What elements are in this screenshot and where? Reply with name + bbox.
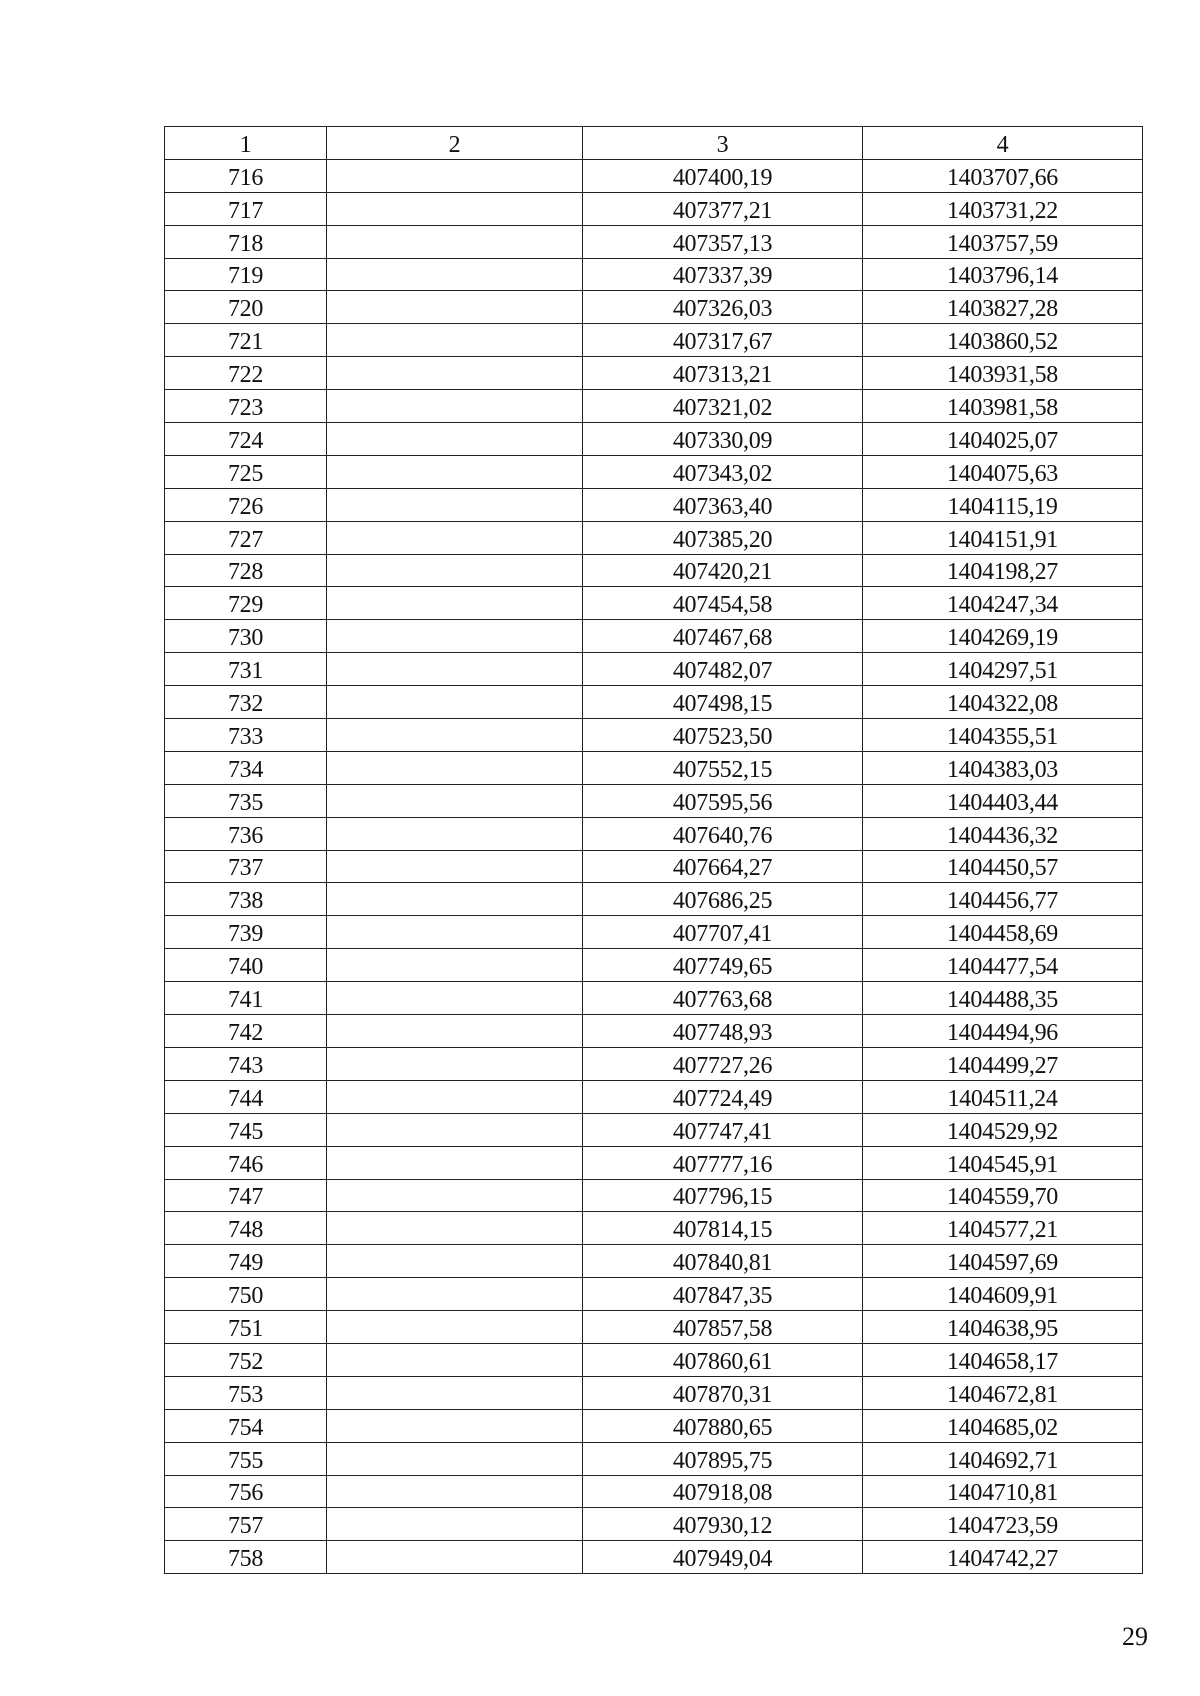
point-number-cell: 721	[165, 324, 327, 357]
point-number-cell: 757	[165, 1508, 327, 1541]
coordinate-x-cell: 407860,61	[583, 1343, 863, 1376]
empty-cell	[327, 1541, 583, 1574]
point-number-cell: 723	[165, 390, 327, 423]
coordinate-y-cell: 1404494,96	[863, 1015, 1143, 1048]
coordinate-x-cell: 407814,15	[583, 1212, 863, 1245]
coordinate-y-cell: 1403707,66	[863, 159, 1143, 192]
table-row	[165, 1080, 1143, 1113]
table-row	[165, 620, 1143, 653]
coordinate-y-cell: 1404545,91	[863, 1146, 1143, 1179]
coordinate-y-cell: 1404383,03	[863, 751, 1143, 784]
point-number-cell: 725	[165, 455, 327, 488]
table-row	[165, 1343, 1143, 1376]
point-number-cell: 743	[165, 1047, 327, 1080]
table-row	[165, 1475, 1143, 1508]
coordinate-y-cell: 1404151,91	[863, 521, 1143, 554]
coordinate-y-cell: 1403827,28	[863, 291, 1143, 324]
coordinates-table	[164, 126, 1143, 1574]
coordinate-x-cell: 407317,67	[583, 324, 863, 357]
empty-cell	[327, 423, 583, 456]
coordinate-y-cell: 1403931,58	[863, 357, 1143, 390]
empty-cell	[327, 554, 583, 587]
table-row	[165, 850, 1143, 883]
coordinate-y-cell: 1404115,19	[863, 488, 1143, 521]
table-row	[165, 1508, 1143, 1541]
empty-cell	[327, 949, 583, 982]
table-row	[165, 1541, 1143, 1574]
table-row	[165, 357, 1143, 390]
table-row	[165, 1311, 1143, 1344]
empty-cell	[327, 1080, 583, 1113]
point-number-cell: 735	[165, 784, 327, 817]
coordinate-x-cell: 407321,02	[583, 390, 863, 423]
table-row	[165, 192, 1143, 225]
coordinate-x-cell: 407895,75	[583, 1442, 863, 1475]
point-number-cell: 749	[165, 1245, 327, 1278]
point-number-cell: 744	[165, 1080, 327, 1113]
coordinate-y-cell: 1404692,71	[863, 1442, 1143, 1475]
coordinate-y-cell: 1404403,44	[863, 784, 1143, 817]
point-number-cell: 736	[165, 817, 327, 850]
coordinate-y-cell: 1404529,92	[863, 1113, 1143, 1146]
point-number-cell: 720	[165, 291, 327, 324]
point-number-cell: 738	[165, 883, 327, 916]
coordinate-y-cell: 1404025,07	[863, 423, 1143, 456]
table-row	[165, 423, 1143, 456]
coordinate-x-cell: 407595,56	[583, 784, 863, 817]
empty-cell	[327, 1245, 583, 1278]
coordinate-x-cell: 407330,09	[583, 423, 863, 456]
point-number-cell: 727	[165, 521, 327, 554]
empty-cell	[327, 1508, 583, 1541]
coordinate-y-cell: 1404477,54	[863, 949, 1143, 982]
coordinate-x-cell: 407498,15	[583, 686, 863, 719]
table-row	[165, 1179, 1143, 1212]
table-row	[165, 159, 1143, 192]
point-number-cell: 748	[165, 1212, 327, 1245]
point-number-cell: 728	[165, 554, 327, 587]
empty-cell	[327, 883, 583, 916]
empty-cell	[327, 1212, 583, 1245]
table-row	[165, 719, 1143, 752]
empty-cell	[327, 324, 583, 357]
empty-cell	[327, 850, 583, 883]
empty-cell	[327, 455, 583, 488]
coordinate-x-cell: 407313,21	[583, 357, 863, 390]
point-number-cell: 732	[165, 686, 327, 719]
coordinate-x-cell: 407326,03	[583, 291, 863, 324]
empty-cell	[327, 1113, 583, 1146]
table-row	[165, 784, 1143, 817]
coordinate-y-cell: 1404559,70	[863, 1179, 1143, 1212]
table-row	[165, 291, 1143, 324]
point-number-cell: 731	[165, 653, 327, 686]
coordinate-x-cell: 407857,58	[583, 1311, 863, 1344]
coordinate-x-cell: 407640,76	[583, 817, 863, 850]
coordinate-x-cell: 407686,25	[583, 883, 863, 916]
coordinate-y-cell: 1403860,52	[863, 324, 1143, 357]
coordinate-y-cell: 1404511,24	[863, 1080, 1143, 1113]
coordinate-y-cell: 1404450,57	[863, 850, 1143, 883]
coordinate-y-cell: 1403731,22	[863, 192, 1143, 225]
table-row	[165, 554, 1143, 587]
table-row	[165, 653, 1143, 686]
coordinate-y-cell: 1404499,27	[863, 1047, 1143, 1080]
empty-cell	[327, 258, 583, 291]
empty-cell	[327, 1015, 583, 1048]
empty-cell	[327, 1475, 583, 1508]
empty-cell	[327, 1146, 583, 1179]
coordinate-x-cell: 407840,81	[583, 1245, 863, 1278]
table-row	[165, 488, 1143, 521]
empty-cell	[327, 751, 583, 784]
coordinate-x-cell: 407707,41	[583, 916, 863, 949]
coordinate-x-cell: 407796,15	[583, 1179, 863, 1212]
point-number-cell: 750	[165, 1278, 327, 1311]
coordinate-x-cell: 407847,35	[583, 1278, 863, 1311]
point-number-cell: 719	[165, 258, 327, 291]
coordinate-x-cell: 407343,02	[583, 455, 863, 488]
table-row	[165, 883, 1143, 916]
coordinate-y-cell: 1404685,02	[863, 1409, 1143, 1442]
point-number-cell: 739	[165, 916, 327, 949]
table-row	[165, 1278, 1143, 1311]
coordinate-y-cell: 1404597,69	[863, 1245, 1143, 1278]
coordinate-x-cell: 407724,49	[583, 1080, 863, 1113]
point-number-cell: 752	[165, 1343, 327, 1376]
point-number-cell: 722	[165, 357, 327, 390]
point-number-cell: 746	[165, 1146, 327, 1179]
table-row	[165, 1245, 1143, 1278]
coordinate-x-cell: 407377,21	[583, 192, 863, 225]
empty-cell	[327, 390, 583, 423]
table-row	[165, 949, 1143, 982]
coordinate-y-cell: 1404436,32	[863, 817, 1143, 850]
page-number: 29	[1122, 1622, 1148, 1651]
point-number-cell: 741	[165, 982, 327, 1015]
coordinate-y-cell: 1404609,91	[863, 1278, 1143, 1311]
table-row	[165, 390, 1143, 423]
point-number-cell: 753	[165, 1376, 327, 1409]
table-row	[165, 1146, 1143, 1179]
coordinate-y-cell: 1404638,95	[863, 1311, 1143, 1344]
point-number-cell: 755	[165, 1442, 327, 1475]
empty-cell	[327, 1376, 583, 1409]
point-number-cell: 742	[165, 1015, 327, 1048]
empty-cell	[327, 1179, 583, 1212]
coordinate-x-cell: 407467,68	[583, 620, 863, 653]
point-number-cell: 745	[165, 1113, 327, 1146]
coordinate-y-cell: 1404297,51	[863, 653, 1143, 686]
point-number-cell: 756	[165, 1475, 327, 1508]
empty-cell	[327, 159, 583, 192]
empty-cell	[327, 1442, 583, 1475]
header-row	[165, 127, 1143, 160]
empty-cell	[327, 686, 583, 719]
coordinate-y-cell: 1404723,59	[863, 1508, 1143, 1541]
coordinate-x-cell: 407664,27	[583, 850, 863, 883]
coordinate-y-cell: 1403981,58	[863, 390, 1143, 423]
empty-cell	[327, 784, 583, 817]
empty-cell	[327, 192, 583, 225]
empty-cell	[327, 1343, 583, 1376]
coordinate-x-cell: 407454,58	[583, 587, 863, 620]
coordinate-y-cell: 1404710,81	[863, 1475, 1143, 1508]
empty-cell	[327, 1409, 583, 1442]
table-row	[165, 1015, 1143, 1048]
coordinate-y-cell: 1404075,63	[863, 455, 1143, 488]
coordinate-y-cell: 1404577,21	[863, 1212, 1143, 1245]
coordinate-y-cell: 1403796,14	[863, 258, 1143, 291]
table-row	[165, 324, 1143, 357]
point-number-cell: 740	[165, 949, 327, 982]
table-row	[165, 817, 1143, 850]
coordinate-y-cell: 1404488,35	[863, 982, 1143, 1015]
table-row	[165, 982, 1143, 1015]
empty-cell	[327, 982, 583, 1015]
point-number-cell: 754	[165, 1409, 327, 1442]
coordinate-y-cell: 1404672,81	[863, 1376, 1143, 1409]
coordinate-x-cell: 407880,65	[583, 1409, 863, 1442]
header-col-2: 2	[327, 127, 583, 160]
coordinate-y-cell: 1404458,69	[863, 916, 1143, 949]
empty-cell	[327, 817, 583, 850]
coordinate-y-cell: 1404269,19	[863, 620, 1143, 653]
coordinate-y-cell: 1403757,59	[863, 225, 1143, 258]
empty-cell	[327, 1047, 583, 1080]
empty-cell	[327, 653, 583, 686]
point-number-cell: 737	[165, 850, 327, 883]
coordinate-y-cell: 1404456,77	[863, 883, 1143, 916]
coordinate-x-cell: 407363,40	[583, 488, 863, 521]
header-col-1: 1	[165, 127, 327, 160]
point-number-cell: 730	[165, 620, 327, 653]
table-row	[165, 1047, 1143, 1080]
empty-cell	[327, 521, 583, 554]
table-row	[165, 258, 1143, 291]
coordinate-y-cell: 1404198,27	[863, 554, 1143, 587]
coordinate-x-cell: 407747,41	[583, 1113, 863, 1146]
coordinate-y-cell: 1404658,17	[863, 1343, 1143, 1376]
coordinate-x-cell: 407337,39	[583, 258, 863, 291]
coordinate-x-cell: 407918,08	[583, 1475, 863, 1508]
header-col-3: 3	[583, 127, 863, 160]
coordinate-x-cell: 407763,68	[583, 982, 863, 1015]
coordinate-x-cell: 407727,26	[583, 1047, 863, 1080]
table-row	[165, 521, 1143, 554]
coordinate-x-cell: 407777,16	[583, 1146, 863, 1179]
point-number-cell: 734	[165, 751, 327, 784]
empty-cell	[327, 587, 583, 620]
empty-cell	[327, 488, 583, 521]
empty-cell	[327, 1311, 583, 1344]
point-number-cell: 716	[165, 159, 327, 192]
table-row	[165, 587, 1143, 620]
table-row	[165, 1212, 1143, 1245]
coordinate-x-cell: 407420,21	[583, 554, 863, 587]
coordinate-x-cell: 407949,04	[583, 1541, 863, 1574]
empty-cell	[327, 291, 583, 324]
table-row	[165, 916, 1143, 949]
empty-cell	[327, 719, 583, 752]
coordinate-x-cell: 407748,93	[583, 1015, 863, 1048]
table-body	[165, 159, 1143, 1573]
point-number-cell: 758	[165, 1541, 327, 1574]
table-row	[165, 225, 1143, 258]
coordinate-y-cell: 1404355,51	[863, 719, 1143, 752]
empty-cell	[327, 225, 583, 258]
table-row	[165, 1442, 1143, 1475]
coordinate-x-cell: 407930,12	[583, 1508, 863, 1541]
empty-cell	[327, 620, 583, 653]
coordinate-y-cell: 1404742,27	[863, 1541, 1143, 1574]
header-col-4: 4	[863, 127, 1143, 160]
point-number-cell: 717	[165, 192, 327, 225]
table-row	[165, 1409, 1143, 1442]
coordinate-x-cell: 407482,07	[583, 653, 863, 686]
coordinate-x-cell: 407523,50	[583, 719, 863, 752]
coordinate-x-cell: 407357,13	[583, 225, 863, 258]
table-row	[165, 1376, 1143, 1409]
point-number-cell: 729	[165, 587, 327, 620]
coordinate-x-cell: 407400,19	[583, 159, 863, 192]
table-header	[165, 127, 1143, 160]
coordinate-x-cell: 407385,20	[583, 521, 863, 554]
coordinate-x-cell: 407749,65	[583, 949, 863, 982]
point-number-cell: 726	[165, 488, 327, 521]
coordinate-x-cell: 407552,15	[583, 751, 863, 784]
empty-cell	[327, 916, 583, 949]
empty-cell	[327, 357, 583, 390]
table-row	[165, 1113, 1143, 1146]
point-number-cell: 751	[165, 1311, 327, 1344]
coordinate-y-cell: 1404247,34	[863, 587, 1143, 620]
coordinate-y-cell: 1404322,08	[863, 686, 1143, 719]
point-number-cell: 718	[165, 225, 327, 258]
table-row	[165, 455, 1143, 488]
point-number-cell: 747	[165, 1179, 327, 1212]
table-row	[165, 751, 1143, 784]
point-number-cell: 724	[165, 423, 327, 456]
point-number-cell: 733	[165, 719, 327, 752]
empty-cell	[327, 1278, 583, 1311]
coordinate-x-cell: 407870,31	[583, 1376, 863, 1409]
table-row	[165, 686, 1143, 719]
